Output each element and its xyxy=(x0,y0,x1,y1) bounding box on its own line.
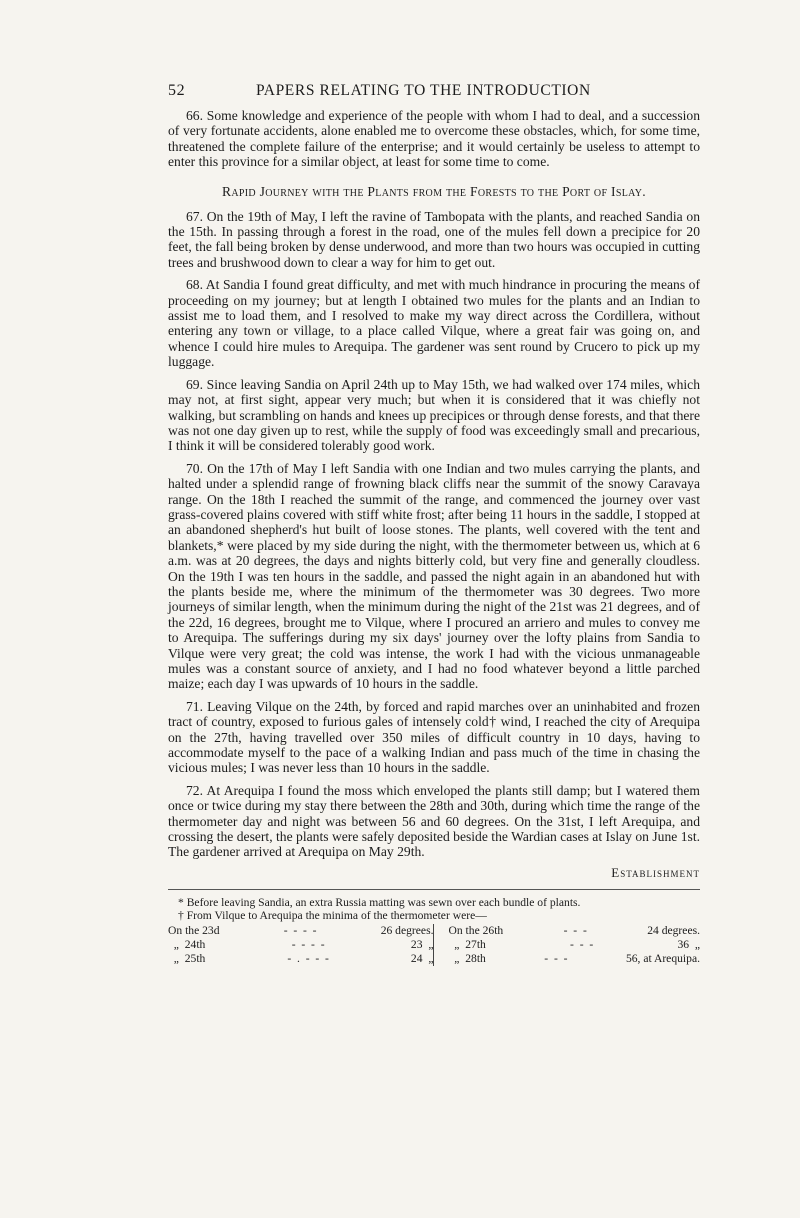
temperature-row xyxy=(168,952,433,966)
temperature-value: 24 „ xyxy=(410,952,434,966)
paragraph-67: 67. On the 19th of May, I left the ravine of Tambopata with the plants, and reached Sandia on the 15th. In passing through a forest in the road, one of the mules fell down a precipice for 20 feet, the fall being broken by dense underwood, and more than two hours was occupied in cutting trees and brushwood down to clear a way for him to get out. xyxy=(168,208,700,270)
leader-dashes: - - - - xyxy=(291,938,325,952)
temperature-date: On the 23d xyxy=(168,924,220,938)
running-head xyxy=(168,82,700,108)
temperature-date: „ 27th xyxy=(448,938,486,952)
paragraph-66: 66. Some knowledge and experience of the people with whom I had to deal, and a succession of very fortunate accidents, alone enabled me to overcome these obstacles, which, for some time, threatened the complete failure of the enterprise; and it would certainly be useless to attempt to enter this province for a similar object, at least for some time to come. xyxy=(168,108,700,170)
temperature-table xyxy=(168,924,700,966)
paragraph-72: 72. At Arequipa I found the moss which enveloped the plants still damp; but I watered them once or twice during my stay there between the 28th and 30th, during which time the range of the thermometer day and night was between 56 and 60 degrees. On the 31st, I left Arequipa, and crossing the desert, the plants were safely deposited beside the Wardian cases at Islay on June 1st. The gardener arrived at Arequipa on May 29th. xyxy=(168,782,700,860)
temperature-value: 36 „ xyxy=(677,938,700,952)
temperature-row xyxy=(448,924,700,938)
footnotes xyxy=(168,896,700,966)
footnote-rule xyxy=(168,889,700,890)
temperature-column-right xyxy=(433,924,700,966)
footnote-star: * Before leaving Sandia, an extra Russia matting was sewn over each bundle of plants. xyxy=(178,895,581,909)
leader-dashes: - - - xyxy=(570,938,594,952)
temperature-date: „ 24th xyxy=(168,938,206,952)
footnote-dagger: † From Vilque to Arequipa the minima of the thermometer were— xyxy=(178,909,487,923)
leader-dashes: - - - - xyxy=(283,924,317,938)
leader-dashes: - - - xyxy=(563,924,587,938)
paragraph-70: 70. On the 17th of May I left Sandia with one Indian and two mules carrying the plants, and halted under a splendid range of frowning black cliffs near the summit of the snowy Caravaya range. On the 18th I reached the summit of the range, and commenced the journey over vast grass-covered plains covered with stiff white frost; after being 11 hours in the saddle, I stopped at an abandoned shepherd's hut built of loose stones. The plants, well covered with the tent and blankets,* were placed by my side during the night, with the thermometer between us, which at 6 a.m. was at 20 degrees, the days and nights bitterly cold, but very fine and generally cloudless. On the 19th I was ten hours in the saddle, and passed the night again in an abandoned hut with the plants beside me, where the minimum of the thermometer was 30 degrees. Two more journeys of similar length, when the minimum during the night of the 21st was 21 degrees, and of the 22d, 16 degrees, brought me to Vilque, where I procured an arriero and mules to convey me to Arequipa. The sufferings during my six days' journey over the lofty plains from Sandia to Vilque were very great; the cold was intense, the work I had with the vicious unmanageable mules was a constant source of anxiety, and I had no food whatever beyond a little parched maize; each day I was upwards of 10 hours in the saddle. xyxy=(168,460,700,692)
temperature-row xyxy=(168,938,433,952)
temperature-date: On the 26th xyxy=(448,924,504,938)
temperature-value: 56, at Arequipa. xyxy=(625,952,700,966)
paragraph-71: 71. Leaving Vilque on the 24th, by forced and rapid marches over an uninhabited and frozen tract of country, exposed to furious gales of intensely cold† wind, I reached the city of Arequipa on the 27th, having travelled over 350 miles of difficult country in 10 days, having to accommodate myself to the pace of a walking Indian and pass much of the time in chasing the vicious mules; I was never less than 10 hours in the saddle. xyxy=(168,698,700,776)
catchword: Establishment xyxy=(611,864,700,880)
paragraph-68: 68. At Sandia I found great difficulty, and met with much hindrance in procuring the means of proceeding on my journey; but at length I obtained two mules for the plants and an Indian to assist me to load them, and I resolved to make my way direct across the Cordillera, without entering any town or village, to a place called Vilque, where a great fair was going on, and whence I could hire mules to Arequipa. The gardener was sent round by Crucero to pick up my luggage. xyxy=(168,277,700,370)
temperature-row xyxy=(448,938,700,952)
page-number: 52 xyxy=(168,82,186,99)
temperature-value: 26 degrees. xyxy=(380,924,434,938)
leader-dashes: - . - - - xyxy=(287,952,329,966)
leader-dashes: - - - xyxy=(544,952,568,966)
running-title: PAPERS RELATING TO THE INTRODUCTION xyxy=(256,82,591,99)
document-page xyxy=(168,82,700,966)
paragraph-69: 69. Since leaving Sandia on April 24th up to May 15th, we had walked over 174 miles, which may not, at first sight, appear very much; but when it is considered that it was chiefly not walking, but scrambling on hands and knees up precipices or through dense forests, and that there was not one day given up to rest, while the supply of food was exceedingly small and precarious, I think it will be considered tolerably good work. xyxy=(168,376,700,454)
temperature-value: 24 degrees. xyxy=(647,924,700,938)
section-heading: Rapid Journey with the Plants from the Forests to the Port of Islay. xyxy=(222,183,646,199)
temperature-column-left xyxy=(168,924,433,966)
temperature-row xyxy=(168,924,433,938)
temperature-row xyxy=(448,952,700,966)
temperature-date: „ 25th xyxy=(168,952,206,966)
temperature-value: 23 „ xyxy=(410,938,434,952)
temperature-date: „ 28th xyxy=(448,952,486,966)
